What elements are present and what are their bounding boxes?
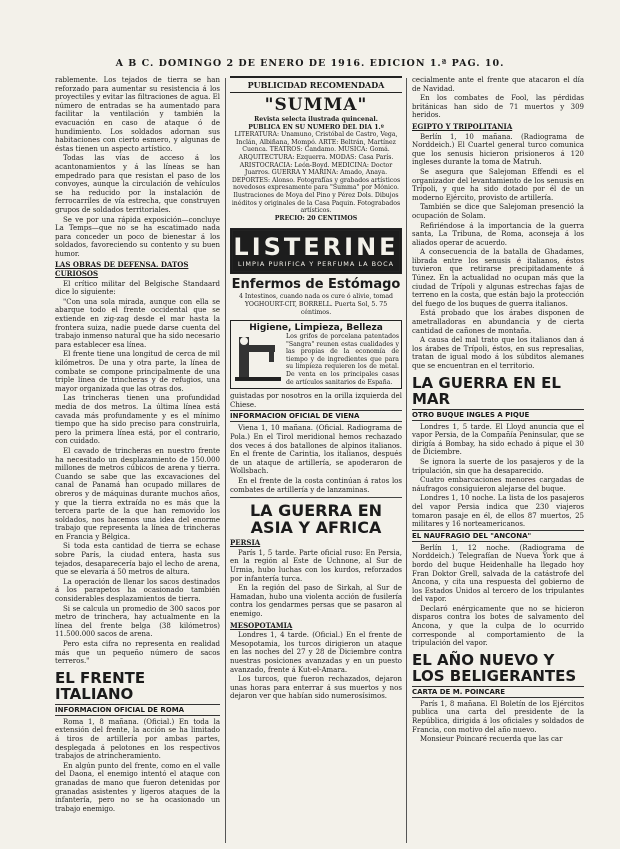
section-heading: LAS OBRAS DE DEFENSA. DATOS CURIOSOS <box>55 260 189 279</box>
column-middle <box>230 76 402 846</box>
ad-section-title: PUBLICIDAD RECOMENDADA <box>230 76 402 93</box>
listerine-ad <box>230 228 402 274</box>
ad-headline: Higiene, Limpieza, Belleza <box>249 323 383 334</box>
paragraph: En el frente de la costa continúan á ratos los combates de artillería y de lanzaminas. <box>230 477 402 494</box>
paragraph: Cuatro embarcaciones menores cargadas de náufragos consiguieron alejarse del buque. <box>412 476 584 493</box>
paragraph: Viena 1, 10 mañana. (Oficial. Radiograma de Pola.) En el Tirol meridional hemos rechazado dos veces á dos batallones de alpinos italianos. En el frente de Carintia, los italianos, después de un ataque de artillería, se apoderaron de Wollsbach. <box>230 424 402 476</box>
paragraph: Refiriéndose á la importancia de la guerra santa, La Tribuna, de Roma, aconseja á los aliados operar de acuerdo. <box>412 221 584 247</box>
paragraph: Roma 1, 8 mañana. (Oficial.) En toda la extensión del frente, la acción se ha limitado á tiros de artillería por ambas partes, desplegada á pelotones en los respectivos trabajos de atrincheramiento. <box>55 717 220 761</box>
headline-ano-nuevo: EL AÑO NUEVO Y LOS BELIGERANTES <box>412 650 577 685</box>
paragraph: Si se calcula un promedio de 300 sacos por metro de trinchera, hay actualmente en la línea del frente belga (38 kilómetros) 11.500.000 sacos de arena. <box>55 604 220 639</box>
column-rule <box>225 78 226 843</box>
column-right <box>412 76 584 846</box>
paragraph: En algún punto del frente, como en el valle del Daona, el enemigo intentó el ataque con granadas de mano que fueron detenidas por granadas asistentes y ligeros ataques de la infantería, pero no se ha ocasionado un trabajo enemigo. <box>55 761 220 813</box>
listerine-tagline: LIMPIA PURIFICA Y PERFUMA LA BOCA <box>237 260 395 269</box>
paragraph: Se ignora la suerte de los pasajeros y de la tripulación, sin que ha desaparecido. <box>412 457 584 475</box>
subheading: INFORMACION OFICIAL DE ROMA <box>55 704 220 716</box>
paragraph: "Con una sola mirada, aunque con ella se abarque todo el frente occidental que se extiende en zig-zag desde el mar hasta la frontera suiza, nadie puede darse cuenta del trabajo inmenso natural que ha sido necesario para establecer esa línea. <box>55 297 220 349</box>
section-heading: PERSIA <box>230 538 261 548</box>
headline-guerra-mar: LA GUERRA EN EL MAR <box>412 373 561 408</box>
paragraph: A consecuencia de la batalla de Ghadames, librada entre los senusis é italianos, éstos tuvieron que retirarse precipitadamente á Túnez. En la actualidad no ocupan más que la ciudad de Trípoli y algunas estrechas fajas de terreno en la costa, que están bajo la protección del fuego de los buques de guerra italianos. <box>412 248 584 308</box>
paragraph: rablemente. Los tejados de tierra se han reforzado para aumentar su resistencia á los proyectiles y evitar las filtraciones de agua. El número de entradas se ha aumentado para facilitar la ventilación y también la evacuación en caso de ataque ó de hundimiento. Los soldados adornan sus habitaciones con cierto esmero, y algunas de éstas tienen un aspecto artístico. <box>55 76 220 153</box>
paragraph: El cavado de trincheras en nuestro frente ha necesitado un desplazamiento de 150.000 millones de metros cúbicos de arena y tierra. Cuando se sabe que las excavaciones del canal de Panamá han ocupado millares de obreros y de máquinas durante muchos años, y que la tierra extraída no es más que la tercera parte de la que han removido los soldados, nos hacemos una idea del enorme trabajo que representa la línea de trincheras en Francia y Bélgica. <box>55 446 220 541</box>
paragraph: Monsieur Poincaré recuerda que las car <box>420 735 563 744</box>
column-rule <box>406 78 407 843</box>
higiene-ad <box>230 320 402 389</box>
paragraph: También se dice que Salejoman presenció la ocupación de Solam. <box>412 203 584 220</box>
paragraph: Pero esta cifra no representa en realidad más que un pequeño número de sacos terreros." <box>55 640 220 666</box>
summa-logo: "SUMMA" <box>264 95 368 115</box>
ad-text: PUBLICA EN SU NUMERO DEL DIA 1.º <box>248 123 384 131</box>
subheading: CARTA DE M. POINCARE <box>412 686 584 698</box>
paragraph: cecialmente ante el frente que atacaron el día de Navidad. <box>412 76 584 93</box>
paragraph: Declaró enérgicamente que no se hicieron disparos contra los botes de salvamento del Ancona, y que la culpa de lo ocurrido corresponde al comportamiento de la tripulación del vapor. <box>412 604 584 648</box>
paragraph: París 1, 5 tarde. Parte oficial ruso: En Persia, en la región al Este de Uchnone, al Sur de Urmia, hubo luchas con los kurdos, reforzados por infantería turca. <box>230 548 402 583</box>
paragraph: Londres 1, 4 tarde. (Oficial.) En el frente de Mesopotamia, los turcos dirigieron un ataque en las noches del 27 y 28 de Diciembre contra nuestras posiciones avanzadas y en un puesto avanzado, frente á Kut-el-Amara. <box>230 631 402 674</box>
faucet-illustration-icon <box>233 333 283 385</box>
paragraph: Se ve por una rápida exposición—concluye La Temps—que no se ha escatimado nada para conceder un poco de bienestar á los soldados, favoreciendo su contento y su buen humor. <box>55 215 220 258</box>
paragraph: París 1, 8 mañana. El Boletín de los Ejércitos publica una carta del presidente de la República, dirigida á los oficiales y soldados de Francia, con motivo del año nuevo. <box>412 699 584 734</box>
ad-text: LITERATURA: Unamuno, Cristóbal de Castro, Vega, Inclán, Albiñana, Mompó. ARTE: Beltrán, Martínez Cuenca. TEATROS: Candamo. MUSICA: Gomá. ARQUITECTURA: Ezquerra. MODAS: Casa París. ARISTOCRACIA: León-Boyd. MEDICINA: Doctor Juarros. GUERRA Y MARINA: Amado, Anaya. DEPORTES: Alonso. Fotografías y grabados artísticos novedosos expresamente para "Summa" por Mónico. Ilustraciones de Moya del Pino y Pérez Dols. Dibujos inéditos y originales de la Casa Paquin. Fotograbados artísticos. <box>231 131 401 215</box>
paragraph: guistadas por nosotros en la orilla izquierda del Chiese. <box>230 392 402 409</box>
headline-asia-africa: LA GUERRA EN ASIA Y AFRICA <box>249 501 383 538</box>
paragraph: El frente tiene una longitud de cerca de mil kilómetros. De una y otra parte, la línea de combate se compone principalmente de una triple línea de trincheras y de refugios, una mayor organizada que las otras dos. <box>55 350 220 393</box>
column-left <box>55 76 220 846</box>
paragraph: La operación de llenar los sacos destinados á los parapetos ha ocasionado también considerables desplazamientos de tierra. <box>55 577 220 604</box>
page-header: A B C. DOMINGO 2 DE ENERO DE 1916. EDICION 1.ª PAG. 10. <box>115 58 505 69</box>
ad-headline: Enfermos de Estómago <box>231 277 401 293</box>
paragraph: Está probado que los árabes disponen de ametralladoras en abundancia y de cierta cantidad de cañones de montaña. <box>412 309 584 335</box>
section-heading: MESOPOTAMIA <box>230 620 293 630</box>
subheading: OTRO BUQUE INGLES A PIQUE <box>412 409 584 421</box>
ad-text: 4 Intestinos, cuando nada os cure ó alivie, tomad YOGHOURT-CIT, BORRELL. Puerta Sol, 5. 75 céntimos. <box>238 293 394 316</box>
paragraph: En la región del paso de Sirkah, al Sur de Hamadan, hubo una violenta acción de fusilería contra los gendarmes persas que se pasaron al enemigo. <box>230 584 402 618</box>
paragraph: A causa del mal trato que los italianos dan á los árabes de Trípoli, éstos, en sus represalias, tratan de igual modo á los súbditos alemanes que se encuentran en el territorio. <box>412 336 584 370</box>
paragraph: Se asegura que Salejoman Effendi es el organizador del levantamiento de los senusis en Trípoli, y que ha sido dotado por él de un moderno Ejército, provisto de artillería. <box>412 167 584 202</box>
paragraph: Berlín 1, 10 mañana. (Radiograma de Norddeich.) El Cuartel general turco comunica que los senusis hicieron prisioneros á 120 ingleses durante la toma de Matruh. <box>412 132 584 167</box>
paragraph: En los combates de Fool, las pérdidas británicas han sido de 71 muertos y 309 heridos. <box>412 94 584 120</box>
paragraph: Las trincheras tienen una profundidad media de dos metros. La última línea está cavada más profundamente y es el mínimo tiempo que ha sido preciso para construirla, pero la primera línea está, por el contrario, con cuidado. <box>55 394 220 446</box>
paragraph: Berlín 1, 12 noche. (Radiograma de Norddeich.) Telegrafían de Nueva York que á bordo del buque Heidenhalle ha llegado hoy Fran Doktor Grell, salvada de la catástrofe del Ancona, y cita una respuesta del gobierno de los Estados Unidos al tercero de los tripulantes del vapor. <box>412 543 584 604</box>
ad-text: Revista selecta ilustrada quincenal. <box>254 116 378 123</box>
paragraph: Londres 1, 10 noche. La lista de los pasajeros del vapor Persia indica que 230 viajeros tomaron pasaje en él, de ellos 87 muertos, 25 militares y 16 norteamericanos. <box>412 494 584 529</box>
paragraph: Si toda esta cantidad de tierra se echase sobre París, la ciudad entera, hasta sus tejados, desaparecería bajo el lecho de arena, que se elevaría á 50 metros de altura. <box>55 542 220 577</box>
paragraph: Todas las vías de acceso á los acantonamientos y á las líneas se han empedrado para que resistan el paso de los convoyes, aunque la circulación de vehículos se ha reducido por la instalación de ferrocarriles de vía estrecha, que construyen grupos de soldados territoriales. <box>55 154 220 214</box>
paragraph: Londres 1, 5 tarde. El Lloyd anuncia que el vapor Persia, de la Compañía Peninsular, que se dirigía á Bombay, ha sido echado á pique el 30 de Diciembre. <box>412 422 584 457</box>
subheading: EL NAUFRAGIO DEL "ANCONA" <box>412 530 584 542</box>
ad-price: PRECIO: 20 CENTIMOS <box>274 214 358 222</box>
listerine-logo: LISTERINE <box>233 233 399 262</box>
subheading: INFORMACION OFICIAL DE VIENA <box>230 410 402 422</box>
paragraph: Los turcos, que fueron rechazados, dejaron unas horas para enterrar á sus muertos y nos dejaron ver que habían sido numerosísimos. <box>230 675 402 701</box>
divider <box>230 497 402 498</box>
paragraph: El crítico militar del Belgische Standaard dice lo siguiente: <box>55 279 220 297</box>
section-heading: EGIPTO Y TRIPOLITANIA <box>412 121 513 131</box>
ad-text: Los grifos de porcelana patentados "Sangra" reunen estas cualidades y las propias de la economía de tiempo y de ingredientes que para su limpieza requieren los de metal. De venta en los principales casas de artículos sanitarios de España. <box>286 333 399 386</box>
headline-frente-italiano: EL FRENTE ITALIANO <box>55 668 146 703</box>
